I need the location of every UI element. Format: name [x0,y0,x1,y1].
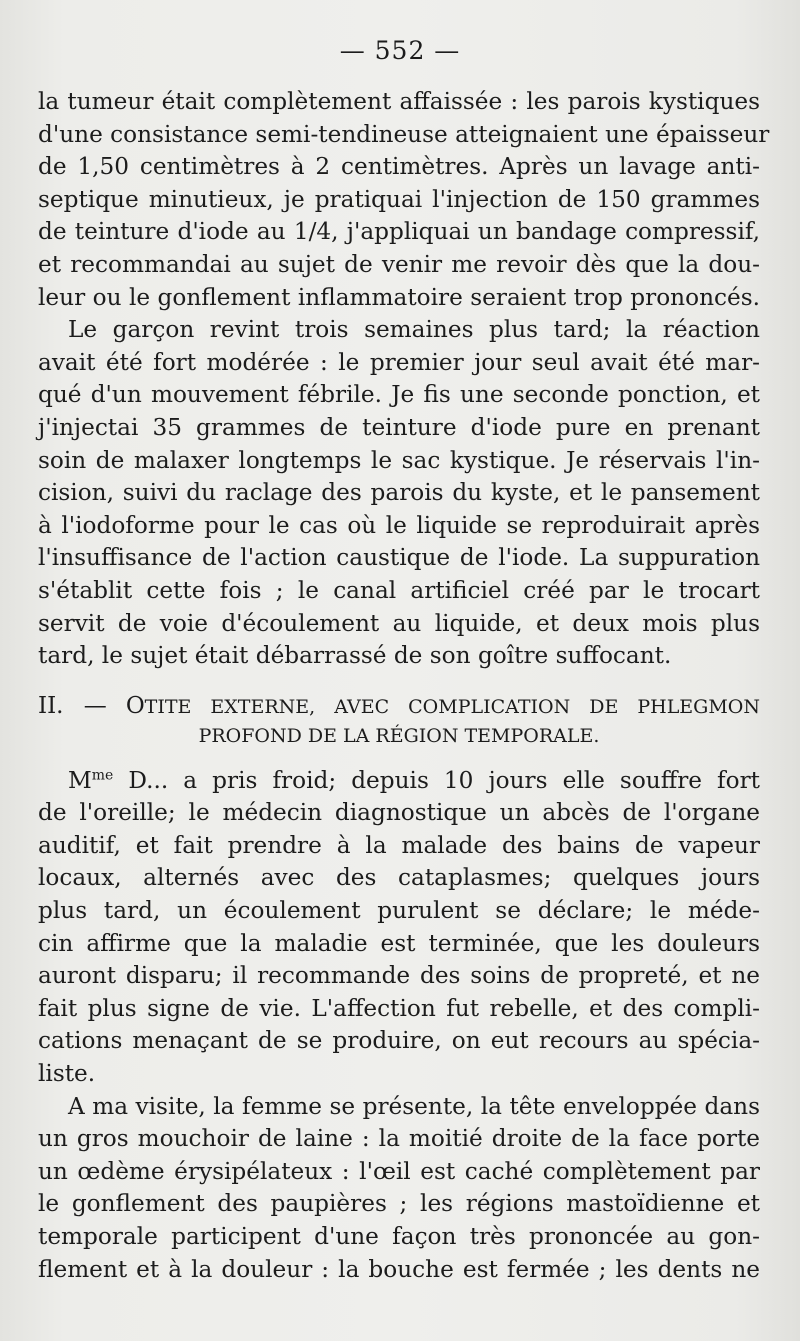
text-line: s'établit cette fois ; le canal artificiel créé par le trocart [38,576,760,604]
text-line: l'insuffisance de l'action caustique de l'iode. La suppuration [38,544,760,572]
section-title-part-1: TITE EXTERNE, AVEC COMPLICATION DE PHLEGMON [144,695,761,718]
text-line: qué d'un mouvement fébrile. Je fis une seconde ponction, et [38,381,760,409]
text-line: auront disparu; il recommande des soins de propreté, et ne [38,962,760,990]
text-line: d'une consistance semi-tendineuse atteignaient une épaisseur [38,120,770,148]
text-line: le gonflement des paupières ; les régions mastoïdienne et [38,1190,760,1218]
section-heading-line-2: PROFOND DE LA RÉGION TEMPORALE. [198,724,600,747]
text-line: liste. [38,1060,96,1088]
text-span: M [68,766,92,794]
section-heading [38,691,760,751]
text-line: locaux, alternés avec des cataplasmes; quelques jours [38,864,760,892]
text-line: cations menaçant de se produire, on eut recours au spécia- [38,1027,760,1055]
text-line: à l'iodoforme pour le cas où le liquide se reproduirait après [38,511,760,539]
paragraph-4 [38,1091,760,1287]
text-line: A ma visite, la femme se présente, la tête enveloppée dans [68,1092,760,1120]
text-line: tard, le sujet était débarrassé de son goître suffocant. [38,642,672,670]
text-line: fait plus signe de vie. L'affection fut rebelle, et des compli- [38,994,760,1022]
section-heading-line-1 [38,691,760,721]
section-initial: O [125,692,145,719]
text-line: Le garçon revint trois semaines plus tard; la réaction [68,316,760,344]
text-span: D... a pris froid; depuis 10 jours elle souffre fort [113,766,760,794]
text-line: et recommandai au sujet de venir me revoir dès que la dou- [38,250,760,278]
text-line: leur ou le gonflement inflammatoire seraient trop prononcés. [38,283,760,311]
paragraph-1 [38,86,770,314]
text-line: j'injectai 35 grammes de teinture d'iode pure en prenant [38,413,760,441]
text-line: cision, suivi du raclage des parois du kyste, et le pansement [38,479,760,507]
text-line: flement et à la douleur : la bouche est fermée ; les dents ne [38,1255,760,1283]
text-line: cin affirme que la maladie est terminée, que les douleurs [38,929,760,957]
text-line: de teinture d'iode au 1/4, j'appliquai un bandage compressif, [38,218,760,246]
text-line: septique minutieux, je pratiquai l'injection de 150 grammes [38,185,760,213]
page-number: — 552 — [339,36,461,65]
text-line: de l'oreille; le médecin diagnostique un abcès de l'organe [38,799,760,827]
text-line: temporale participent d'une façon très prononcée au gon- [38,1223,760,1250]
section-numeral: II. — [38,692,107,719]
text-line: la tumeur était complètement affaissée : les parois kystiques [38,88,760,115]
text-line: avait été fort modérée : le premier jour seul avait été mar- [38,348,760,376]
superscript: me [91,766,114,783]
text-line: plus tard, un écoulement purulent se déclare; le méde- [38,897,760,925]
text-line: auditif, et fait prendre à la malade des bains de vapeur [38,831,760,859]
text-line [38,765,760,798]
paragraph-2 [38,314,760,673]
text-line: de 1,50 centimètres à 2 centimètres. Après un lavage anti- [38,153,760,181]
paragraph-3 [38,765,760,1091]
text-line: un gros mouchoir de laine : la moitié droite de la face porte [38,1125,760,1153]
text-line: soin de malaxer longtemps le sac kystique. Je réservais l'in- [38,446,760,474]
page-body [38,86,770,1286]
text-line: servit de voie d'écoulement au liquide, et deux mois plus [38,609,760,637]
text-line: un œdème érysipélateux : l'œil est caché complètement par [38,1157,760,1185]
